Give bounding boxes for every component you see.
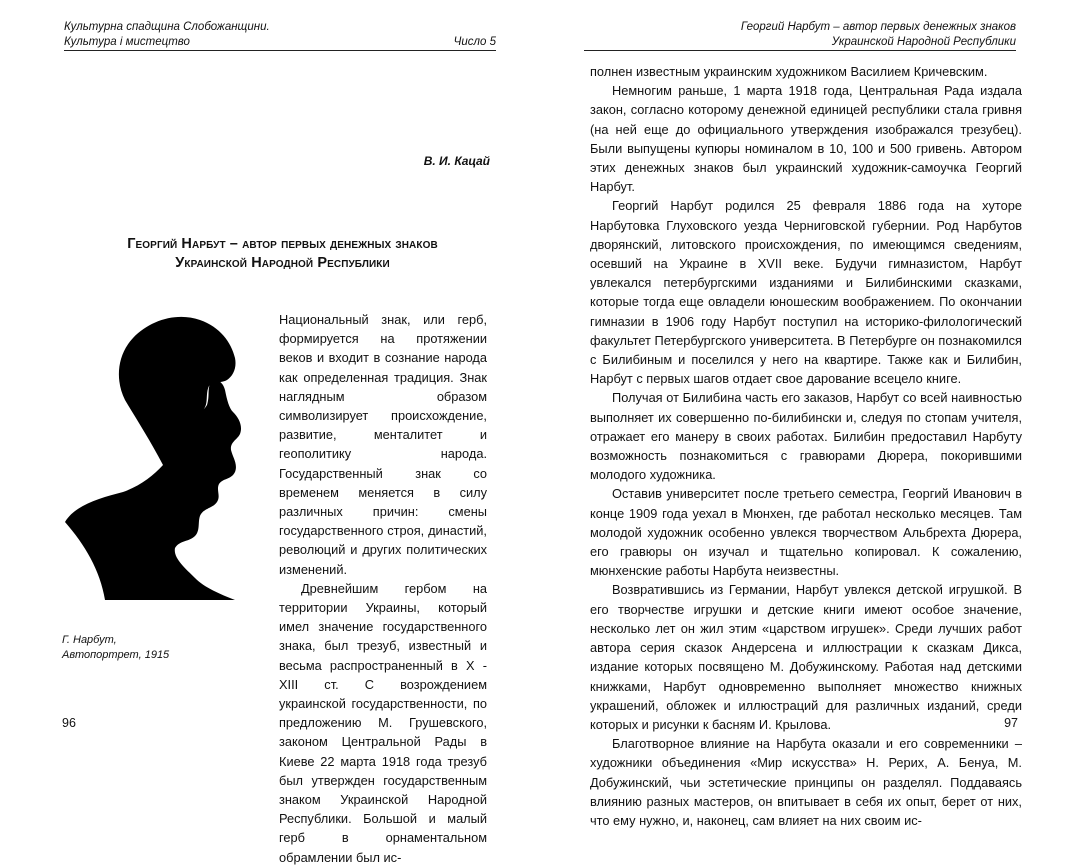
right-paragraph: Георгий Нарбут родился 25 февраля 1886 года на хуторе Нарбутовка Глуховского уезда Черниговской губернии. Род Нарбутов дворянский, литовского происхождения, по имеющимся сведениям, осевший на Украине в XVII веке. Будучи гимназистом, Нарбут увлекался петербургскими изданиями и Билибинскими сказками, которые тогда еще овладели юношеским воображением. По окончании гимназии в 1906 году Нарбут поступил на историко-филологический факультет Петербургского университета. В Петербурге он познакомился с Билибиным и поселился у него на квартире. Также как и Билибин, Нарбут с первых шагов отдает свое дарование всецело книге. <box>590 198 1022 387</box>
portrait-caption <box>62 633 169 663</box>
article-author: В. И. Кацай <box>423 154 490 168</box>
left-paragraph-1: Национальный знак, или герб, формируется на протяжении веков и входит в сознание народа как определенная традиция. Знак наглядным образом символизирует происхождение, развитие, менталитет и геополитику народа. Государственный знак со временем меняется в силу различных причин: смены государственного строя, династий, революций и других политических изменений. <box>279 312 487 577</box>
left-header-journal: Культурна спадщина Слобожанщини. <box>64 21 270 33</box>
right-header-rule <box>584 50 1016 51</box>
left-page-number: 96 <box>62 716 76 730</box>
right-page <box>540 0 1080 828</box>
narbut-silhouette-portrait <box>45 300 275 600</box>
article-title-line2: Украинской Народной Республики <box>175 255 390 271</box>
right-paragraph: полнен известным украинским художником Василием Кричевским. <box>590 64 988 79</box>
right-paragraph: Благотворное влияние на Нарбута оказали и его современники – художники объединения «Мир искусства» Н. Рерих, А. Бенуа, М. Добужинский, чьи эстетические принципы он разделял. Поддаваясь влиянию разных мастеров, он впитывает в себя их опыт, берет от них, что ему нужно, и, наконец, сам влияет на них своим ис- <box>590 736 1022 828</box>
portrait-caption-title: Автопортрет, 1915 <box>62 649 170 661</box>
portrait-caption-author: Г. Нарбут, <box>62 634 117 646</box>
right-paragraph: Немногим раньше, 1 марта 1918 года, Центральная Рада издала закон, согласно которому денежной единицей республики стала гривня (на ней еще до официального утверждения изображался трезубец). Были выпущены купюры номиналом в 10, 100 и 500 гривень. Автором этих денежных знаков был украинский художник-самоучка Георгий Нарбут. <box>590 83 1022 195</box>
right-body-text <box>590 62 1022 830</box>
right-paragraph: Оставив университет после третьего семестра, Георгий Иванович в конце 1909 года уехал в Мюнхен, где работал несколько месяцев. Там молодой художник особенно увлекся творчеством Альбрехта Дюрера, его гравюры он изучал и тщательно копировал. К сожалению, мюнхенские работы Нарбута неизвестны. <box>590 486 1022 579</box>
left-header-rule <box>64 50 496 51</box>
left-paragraph-2: Древнейшим гербом на территории Украины, который имел значение государственного знака, был трезуб, известный и весьма распространенный в X - XIII ст. С возрождением украинской государственности, по предложению М. Грушевского, законом Центральной Рады в Киеве 22 марта 1918 года трезуб был утвержден государственным знаком Украинской Народной Республики. Большой и малый герб в орнаментальном обрамлении был ис- <box>279 580 487 865</box>
left-page <box>0 0 540 865</box>
article-title-line1: Георгий Нарбут – автор первых денежных знаков <box>127 236 438 252</box>
right-header-title-line1: Георгий Нарбут – автор первых денежных знаков <box>740 21 1016 33</box>
right-page-number: 97 <box>1004 716 1018 730</box>
left-header-section: Культура і мистецтво <box>64 36 190 48</box>
right-paragraph: Возвратившись из Германии, Нарбут увлекся детской игрушкой. В его творчестве игрушки и детские книги имеют особое значение, несколько лет он жил этим «царством игрушек». Среди лучших работ автора серия сказок Андерсена и иллюстрации к сказкам Дикса, издание которых посвящено М. Добужинскому. Работая над детскими книжками, Нарбут одновременно выполняет множество книжных украшений, обложек и иллюстраций для различных изданий, среди которых и рисунки к басням И. Крылова. <box>590 582 1022 732</box>
left-body-text <box>279 310 487 867</box>
right-paragraph: Получая от Билибина часть его заказов, Нарбут со всей наивностью выполняет их совершенно по-билибински и, следуя по стопам учителя, отражает его манеру в своих работах. Билибин предоставил Нарбуту возможность познакомиться с гравюрами Дюрера, покорившими молодого художника. <box>590 390 1022 483</box>
right-header-title-line2: Украинской Народной Республики <box>831 36 1016 48</box>
article-title <box>60 235 505 273</box>
left-header-issue: Число 5 <box>453 36 496 48</box>
